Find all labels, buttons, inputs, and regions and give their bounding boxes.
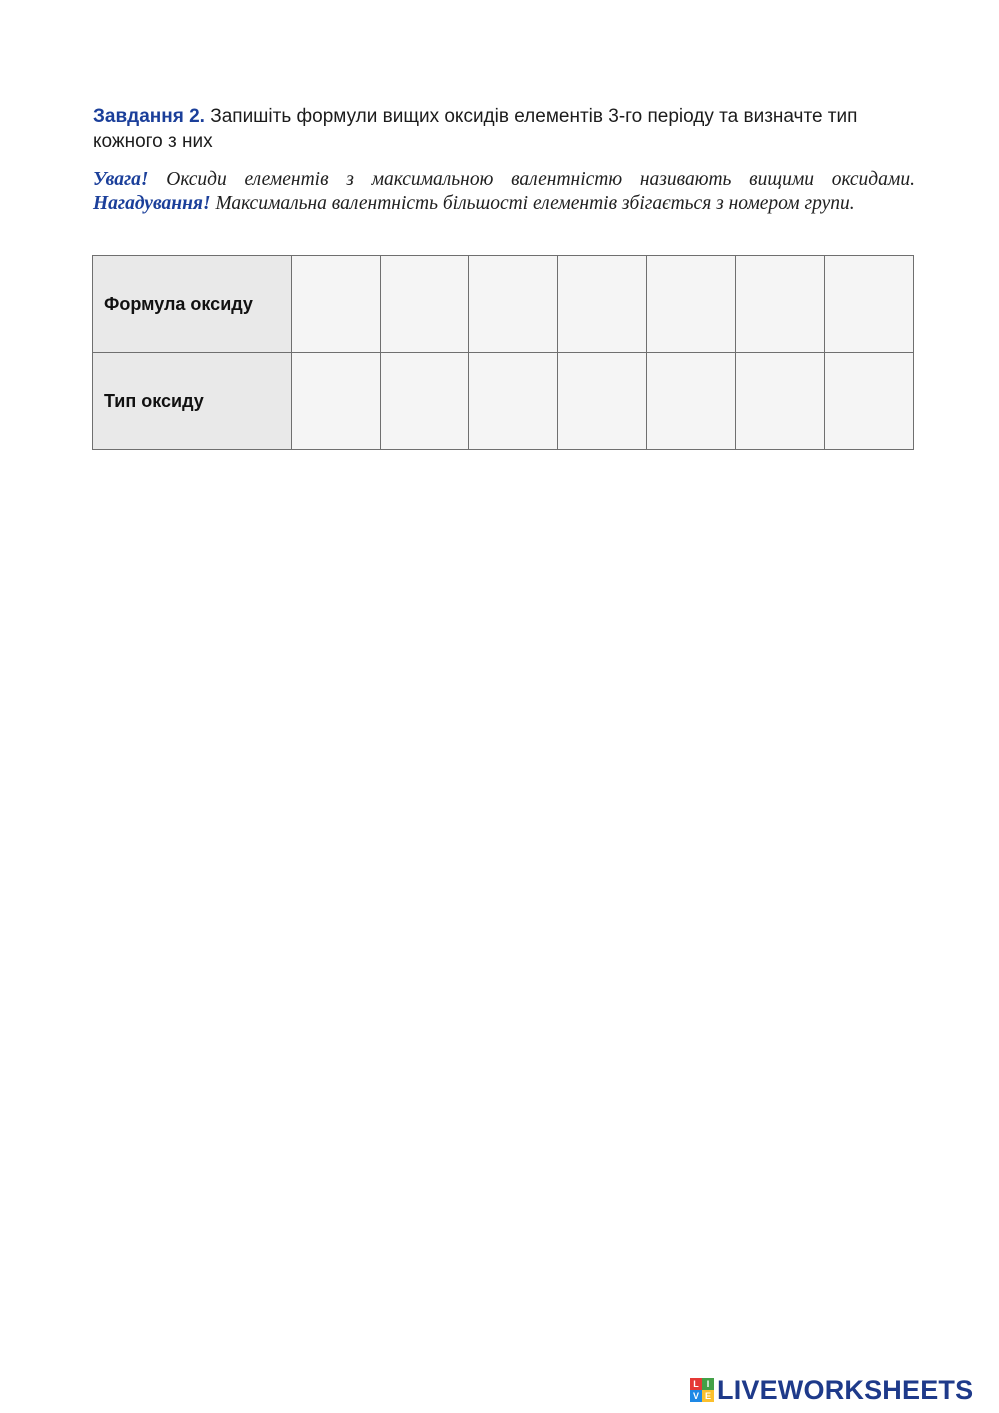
- formula-answer-cell-7[interactable]: [825, 256, 914, 353]
- type-answer-cell-5[interactable]: [647, 353, 736, 450]
- formula-answer-cell-3[interactable]: [469, 256, 558, 353]
- task-text: Запишіть формули вищих оксидів елементів 3-го періоду та визначте тип кожного з них: [93, 106, 858, 152]
- oxides-table: [92, 255, 914, 450]
- formula-answer-cell-2[interactable]: [380, 256, 469, 353]
- formula-answer-cell-6[interactable]: [736, 256, 825, 353]
- type-answer-cell-6[interactable]: [736, 353, 825, 450]
- type-answer-cell-7[interactable]: [825, 353, 914, 450]
- attention-text: Оксиди елементів з максимальною валентністю називають вищими оксидами.: [148, 169, 915, 190]
- reminder-text: Максимальна валентність більшості елементів збігається з номером групи.: [210, 193, 855, 214]
- note-paragraph: [93, 168, 915, 216]
- task-heading: [93, 104, 923, 154]
- formula-answer-cell-1[interactable]: [291, 256, 380, 353]
- logo-mark-letter: V: [690, 1390, 702, 1402]
- formula-answer-cell-4[interactable]: [558, 256, 647, 353]
- type-row-header: Тип оксиду: [93, 353, 292, 450]
- type-answer-cell-3[interactable]: [469, 353, 558, 450]
- type-answer-cell-2[interactable]: [380, 353, 469, 450]
- logo-mark-icon: [690, 1378, 714, 1402]
- logo-mark-letter: L: [690, 1378, 702, 1390]
- task-label: Завдання 2.: [93, 106, 205, 127]
- formula-answer-cell-5[interactable]: [647, 256, 736, 353]
- formula-row-header: Формула оксиду: [93, 256, 292, 353]
- type-answer-cell-1[interactable]: [291, 353, 380, 450]
- logo-mark-letter: E: [702, 1390, 714, 1402]
- type-answer-cell-4[interactable]: [558, 353, 647, 450]
- type-row: [93, 353, 914, 450]
- logo-text: LIVEWORKSHEETS: [717, 1374, 974, 1405]
- logo-mark-letter: I: [702, 1378, 714, 1390]
- formula-row: [93, 256, 914, 353]
- liveworksheets-logo[interactable]: [690, 1374, 973, 1406]
- reminder-label: Нагадування!: [93, 193, 211, 214]
- attention-label: Увага!: [93, 169, 149, 190]
